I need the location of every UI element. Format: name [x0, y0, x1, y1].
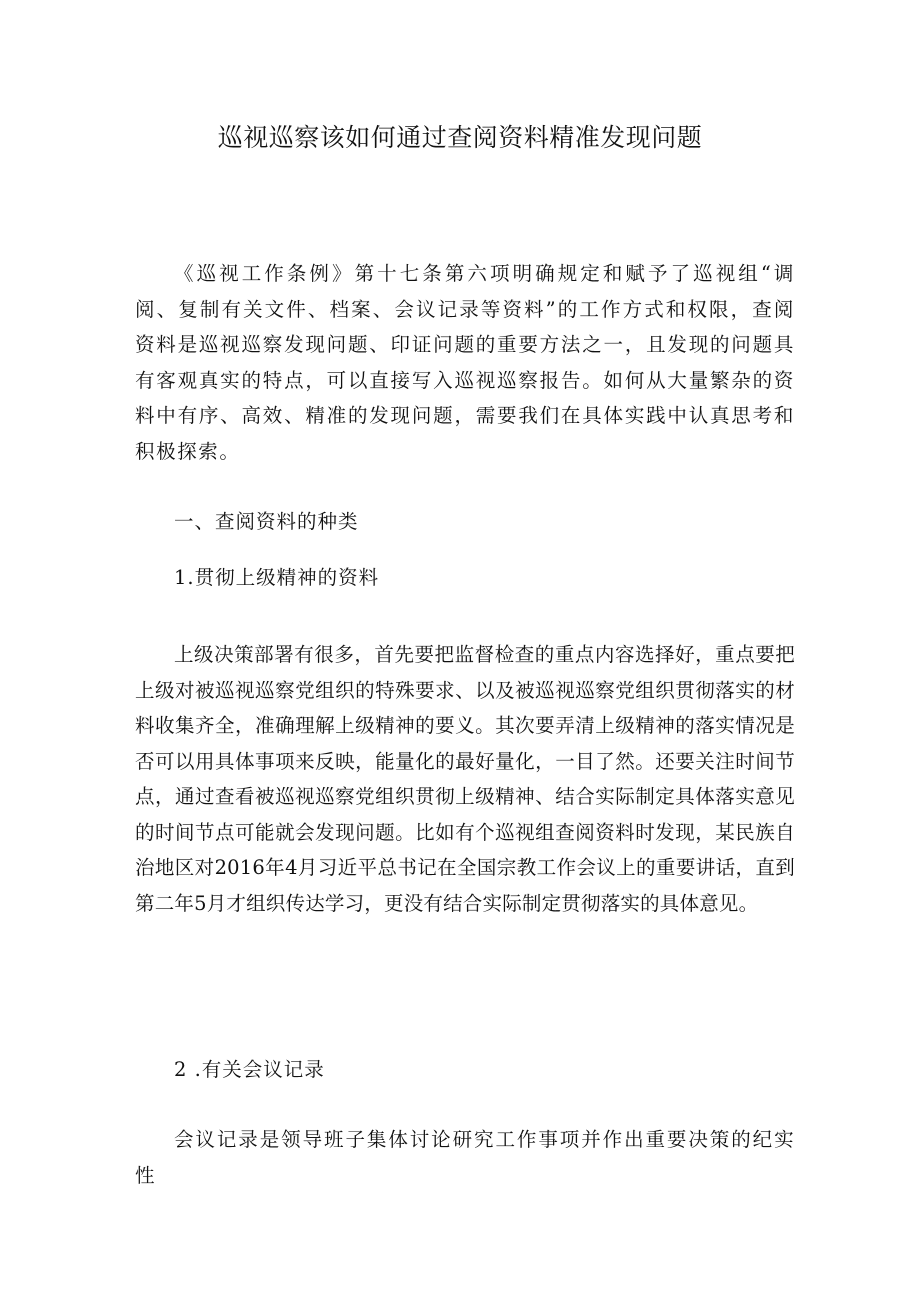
- section-heading-types: 一、查阅资料的种类: [174, 510, 359, 533]
- subsection-heading-2: 2 .有关会议记录: [174, 1058, 325, 1081]
- subsection-heading-1: 1.贯彻上级精神的资料: [174, 566, 380, 589]
- subsection-paragraph-1: 上级决策部署有很多，首先要把监督检查的重点内容选择好，重点要把上级对被巡视巡察党组织的特殊要求、以及被巡视巡察党组织贯彻落实的材料收集齐全，准确理解上级精神的要义。其次要弄清上级精神的落实情况是否可以用具体事项来反映，能量化的最好量化，一目了然。还要关注时间节点，通过查看被巡视巡察党组织贯彻上级精神、结合实际制定具体落实意见的时间节点可能就会发现问题。比如有个巡视组查阅资料时发现，某民族自治地区对2016年4月习近平总书记在全国宗教工作会议上的重要讲话，直到第二年5月才组织传达学习，更没有结合实际制定贯彻落实的具体意见。: [135, 643, 795, 915]
- subsection-paragraph-2: 会议记录是领导班子集体讨论研究工作事项并作出重要决策的纪实性: [135, 1128, 795, 1187]
- intro-paragraph: 《巡视工作条例》第十七条第六项明确规定和赋予了巡视组“调阅、复制有关文件、档案、会议记录等资料”的工作方式和权限，查阅资料是巡视巡察发现问题、印证问题的重要方法之一，且发现的问题具有客观真实的特点，可以直接写入巡视巡察报告。如何从大量繁杂的资料中有序、高效、精准的发现问题，需要我们在具体实践中认真思考和积极探索。: [135, 262, 795, 463]
- document-title: 巡视巡察该如何通过查阅资料精准发现问题: [217, 123, 703, 152]
